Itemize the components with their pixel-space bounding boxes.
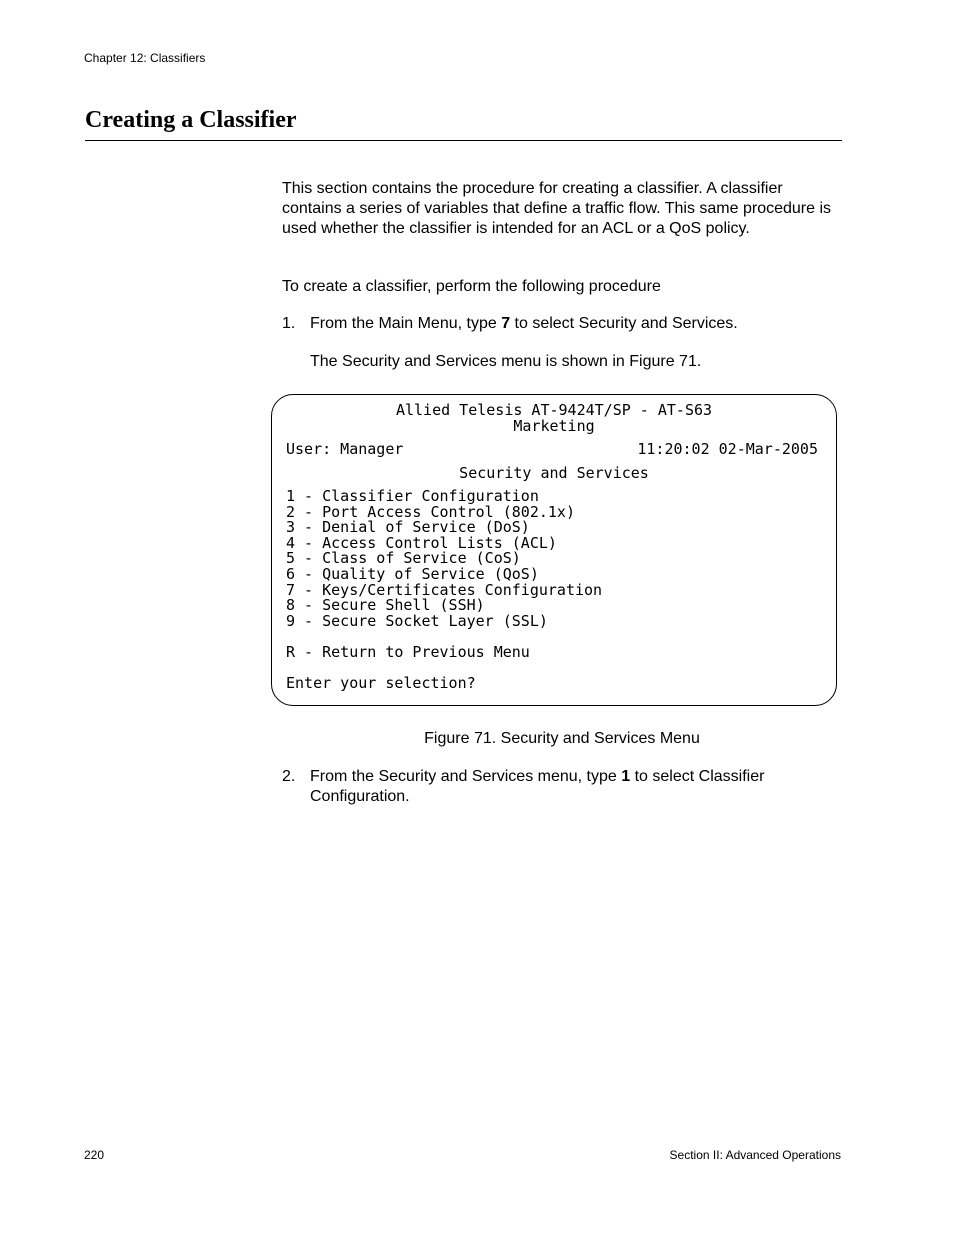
- step-2: [282, 767, 842, 807]
- step-1: [282, 314, 842, 334]
- step-2-number: 2.: [282, 768, 296, 785]
- terminal-menu-item: 2 - Port Access Control (802.1x): [286, 503, 575, 521]
- terminal-menu-item: 5 - Class of Service (CoS): [286, 549, 521, 567]
- step-1-note: The Security and Services menu is shown in Figure 71.: [310, 353, 702, 370]
- terminal-prompt: Enter your selection?: [286, 674, 476, 692]
- terminal-menu-item: 1 - Classifier Configuration: [286, 487, 539, 505]
- step-1-key: 7: [501, 315, 511, 332]
- terminal-user-line: User: Manager: [286, 440, 404, 458]
- terminal-location-line: Marketing: [513, 417, 595, 435]
- step-2-key: 1: [621, 768, 631, 785]
- section-title: Creating a Classifier: [85, 107, 297, 133]
- terminal-datetime: 11:20:02 02-Mar-2005: [637, 440, 818, 458]
- terminal-menu-item: 3 - Denial of Service (DoS): [286, 518, 530, 536]
- terminal-menu-item: 6 - Quality of Service (QoS): [286, 565, 539, 583]
- title-rule: [85, 140, 842, 141]
- running-head: Chapter 12: Classifiers: [84, 51, 206, 65]
- page-number: 220: [84, 1148, 105, 1162]
- terminal-return-item: R - Return to Previous Menu: [286, 643, 530, 661]
- step-1-number: 1.: [282, 315, 296, 332]
- terminal-menu-item: 9 - Secure Socket Layer (SSL): [286, 612, 548, 630]
- intro-paragraph: This section contains the procedure for creating a classifier. A classifier contains a series of variables that define a traffic flow. This same procedure is used whether the classifier is intended for an ACL or a QoS policy.: [282, 180, 832, 237]
- step-2-text: From the Security and Services menu, type 1 to select Classifier Configuration.: [310, 768, 765, 805]
- footer-section-name: Section II: Advanced Operations: [669, 1148, 841, 1162]
- terminal-menu-title: Security and Services: [459, 464, 649, 482]
- terminal-device-line: Allied Telesis AT-9424T/SP - AT-S63: [395, 401, 713, 419]
- step-1-text: From the Main Menu, type 7 to select Security and Services.: [310, 315, 738, 332]
- figure-caption: Figure 71. Security and Services Menu: [424, 730, 700, 747]
- terminal-menu-item: 4 - Access Control Lists (ACL): [286, 534, 557, 552]
- lead-in-paragraph: To create a classifier, perform the following procedure: [282, 278, 661, 295]
- terminal-menu-item: 8 - Secure Shell (SSH): [286, 596, 485, 614]
- terminal-menu-item: 7 - Keys/Certificates Configuration: [286, 581, 603, 599]
